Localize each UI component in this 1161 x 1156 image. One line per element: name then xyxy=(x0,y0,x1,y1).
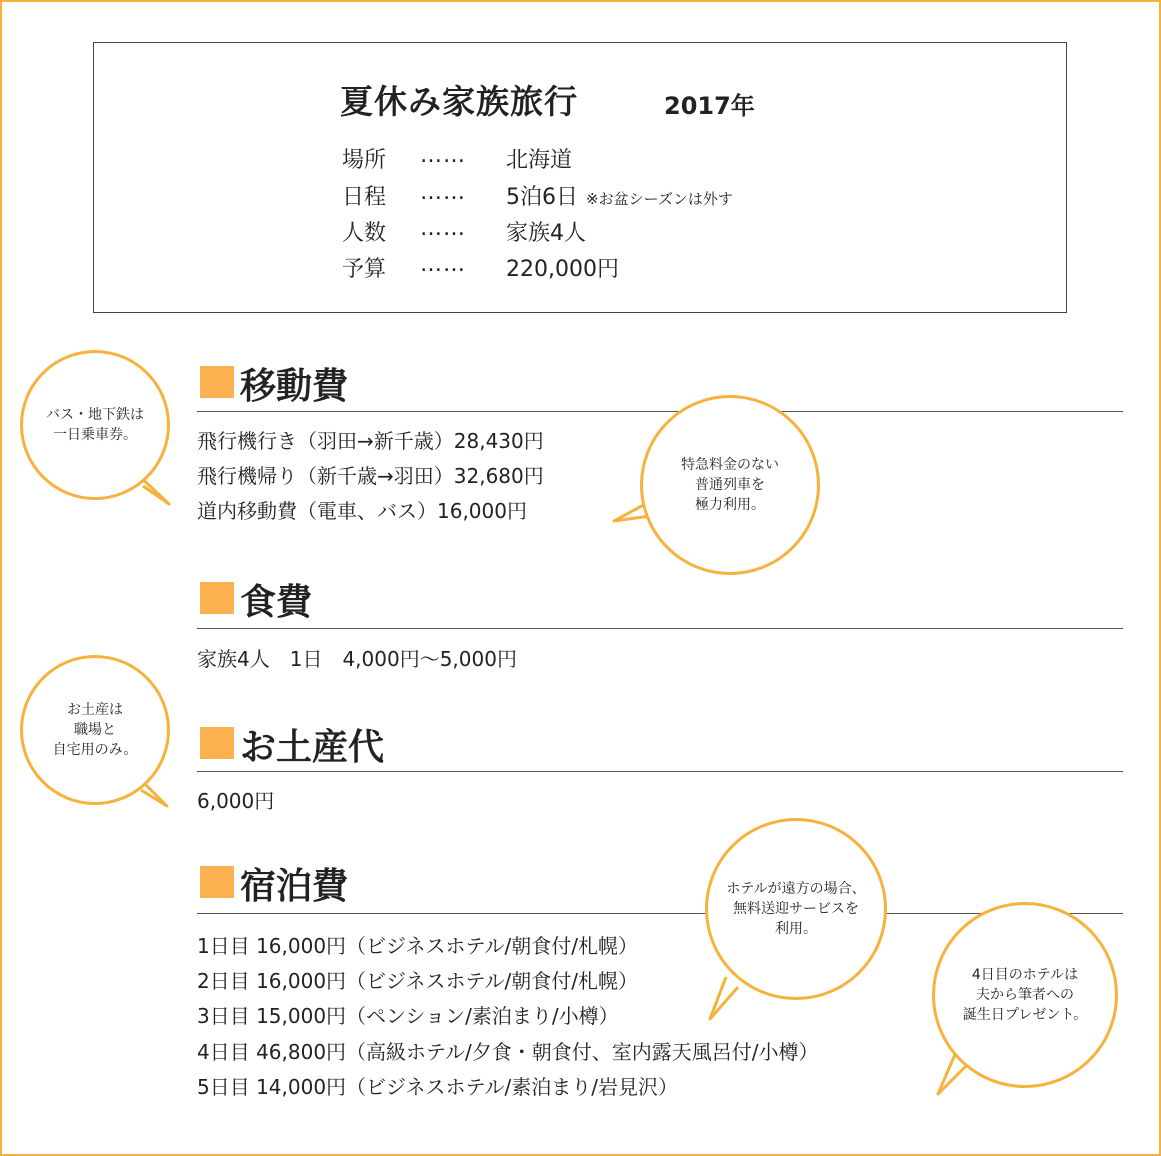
speech-bubble-bus-pass xyxy=(20,350,170,500)
leader-dots: …… xyxy=(420,252,466,277)
lodging-item: 1日目 16,000円（ビジネスホテル/朝食付/札幌） xyxy=(197,934,638,958)
section-title: 宿泊費 xyxy=(240,866,349,907)
section-title: 移動費 xyxy=(240,366,349,407)
section-marker xyxy=(200,866,234,898)
section-divider xyxy=(197,411,1123,412)
transport-item: 道内移動費（電車、バス）16,000円 xyxy=(197,499,527,523)
lodging-item: 5日目 14,000円（ビジネスホテル/素泊まり/岩見沢） xyxy=(197,1075,678,1099)
bubble-text: お土産は 職場と 自宅用のみ。 xyxy=(52,701,138,759)
section-marker xyxy=(200,727,234,759)
leader-dots: …… xyxy=(420,180,466,205)
summary-label: 日程 xyxy=(342,185,387,210)
bubble-text: バス・地下鉄は 一日乗車券。 xyxy=(46,406,144,443)
leader-dots: …… xyxy=(420,143,466,168)
section-divider xyxy=(197,771,1123,772)
lodging-item: 4日目 46,800円（高級ホテル/夕食・朝食付、室内露天風呂付/小樽） xyxy=(197,1040,819,1064)
section-divider xyxy=(197,628,1123,629)
transport-item: 飛行機行き（羽田→新千歳）28,430円 xyxy=(197,429,544,453)
summary-note: ※お盆シーズンは外す xyxy=(586,190,733,208)
speech-bubble-souvenir-note xyxy=(20,655,170,805)
bubble-text: ホテルが遠方の場合、 無料送迎サービスを 利用。 xyxy=(726,880,866,938)
summary-label: 場所 xyxy=(342,148,387,173)
summary-value: 220,000円 xyxy=(506,257,619,282)
speech-bubble-local-train xyxy=(640,395,820,575)
trip-title: 夏休み家族旅行 xyxy=(340,82,578,121)
speech-bubble-hotel-shuttle xyxy=(705,818,887,1000)
summary-value-wrap xyxy=(506,180,733,211)
bubble-text: 特急料金のない 普通列車を 極力利用。 xyxy=(681,456,779,514)
bubble-tail xyxy=(704,975,744,1025)
lodging-item: 2日目 16,000円（ビジネスホテル/朝食付/札幌） xyxy=(197,969,638,993)
food-item: 家族4人 1日 4,000円～5,000円 xyxy=(197,647,517,671)
summary-value: 家族4人 xyxy=(506,221,586,246)
leader-dots: …… xyxy=(420,216,466,241)
bubble-text: 4日目のホテルは 夫から筆者への 誕生日プレゼント。 xyxy=(962,966,1088,1024)
summary-label: 予算 xyxy=(342,257,387,282)
trip-year: 2017年 xyxy=(664,92,755,120)
summary-value: 北海道 xyxy=(506,148,573,173)
lodging-item: 3日目 15,000円（ペンション/素泊まり/小樽） xyxy=(197,1004,619,1028)
summary-label: 人数 xyxy=(342,221,387,246)
summary-value: 5泊6日 xyxy=(506,185,578,210)
souvenir-item: 6,000円 xyxy=(197,789,275,813)
section-title: お土産代 xyxy=(240,727,385,768)
section-title: 食費 xyxy=(240,582,313,623)
section-marker xyxy=(200,582,234,614)
section-marker xyxy=(200,366,234,398)
transport-item: 飛行機帰り（新千歳→羽田）32,680円 xyxy=(197,464,544,488)
speech-bubble-birthday-gift xyxy=(932,902,1118,1088)
